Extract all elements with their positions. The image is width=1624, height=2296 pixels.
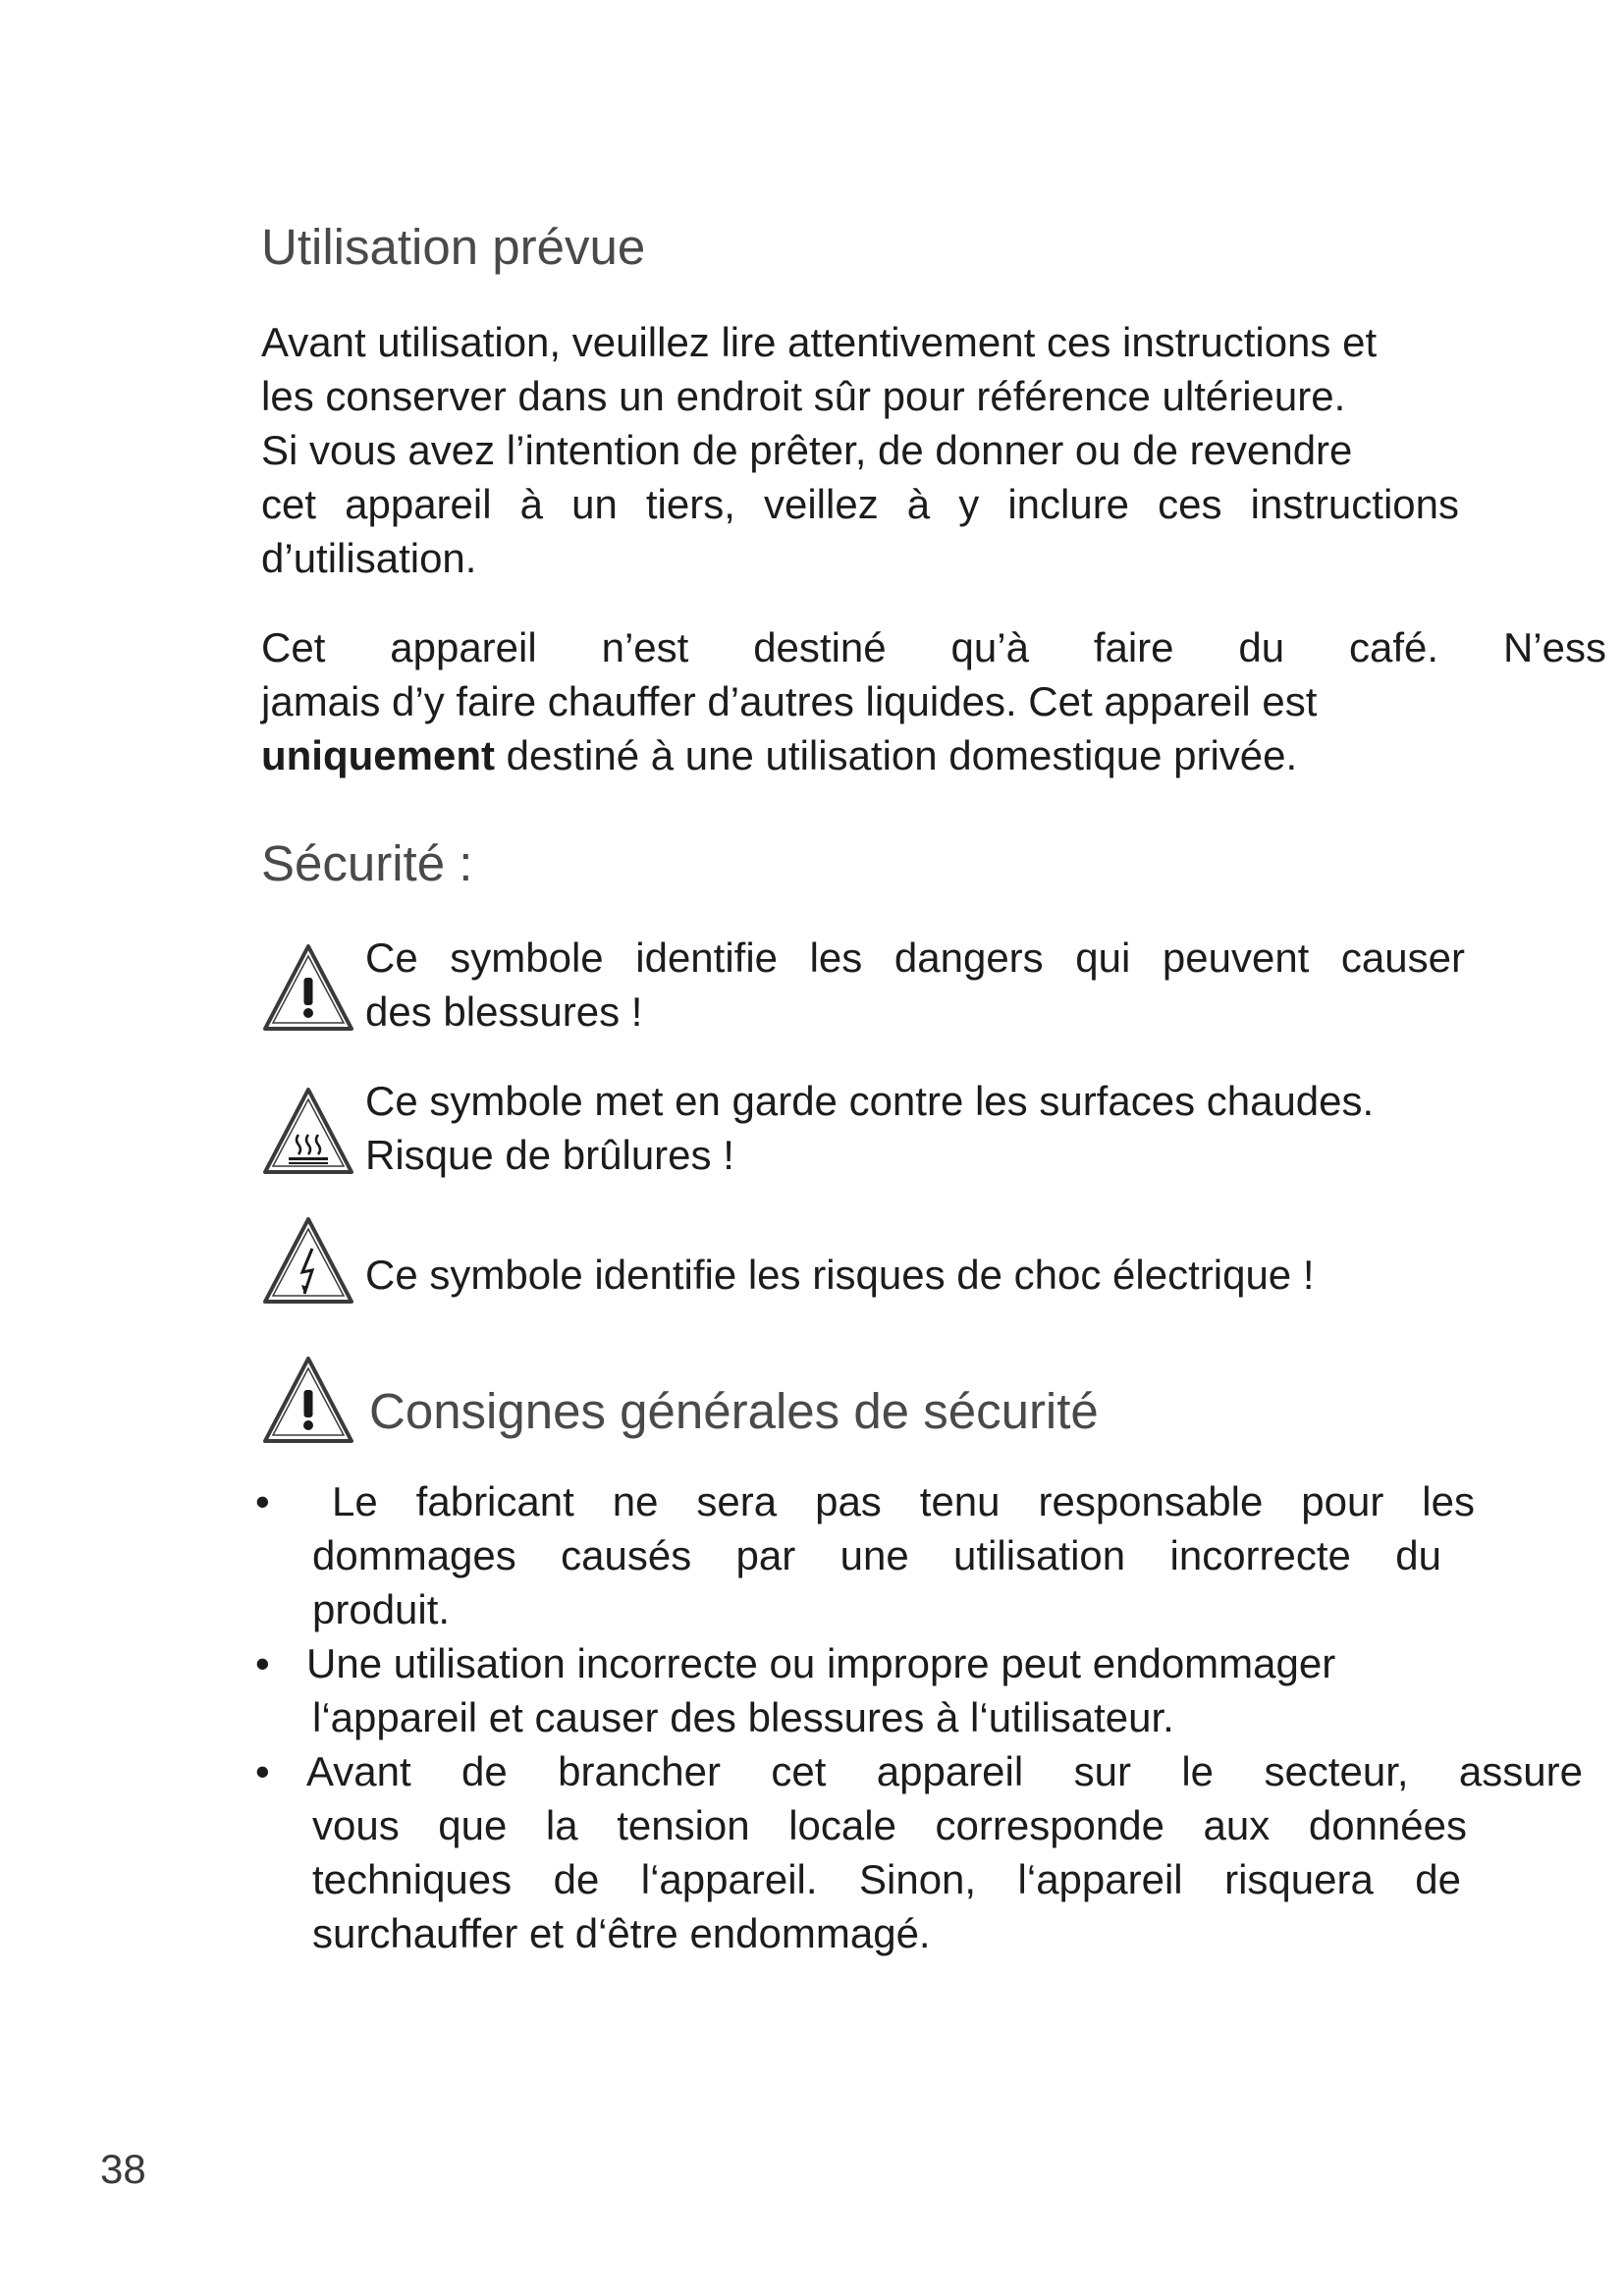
section-heading-general-safety: Consignes générales de sécurité: [369, 1383, 1099, 1439]
text-line: vous que la tension locale corresponde aux données: [312, 1802, 1467, 1848]
hot-surface-icon: [261, 1086, 355, 1178]
list-item: [247, 1474, 1475, 1636]
list-item: [247, 1636, 1475, 1744]
text-line: Le fabricant ne sera pas tenu responsable pour les: [332, 1478, 1475, 1524]
list-item: [247, 1744, 1583, 1960]
text-line: Ce symbole identifie les risques de choc électrique !: [365, 1252, 1315, 1298]
text-line: Si vous avez l’intention de prêter, de donner ou de revendre: [261, 427, 1353, 473]
emphasis-uniquement: uniquement: [261, 732, 495, 778]
symbol-description: [365, 1074, 1374, 1182]
symbol-description: [365, 1248, 1315, 1302]
text-line: cet appareil à un tiers, veillez à y inclure ces instructions: [261, 481, 1459, 527]
text-line: Ce symbole identifie les dangers qui peuvent causer: [365, 934, 1465, 981]
text-line: Avant de brancher cet appareil sur le secteur, assure: [306, 1748, 1583, 1794]
text-line: Risque de brûlures !: [365, 1132, 734, 1178]
section-heading-intended-use: Utilisation prévue: [261, 219, 646, 275]
text-line: Une utilisation incorrecte ou impropre peut endommager: [306, 1640, 1336, 1686]
text-line: les conserver dans un endroit sûr pour référence ultérieure.: [261, 373, 1346, 419]
text-line-with-emphasis: [261, 728, 1469, 782]
text-line: l‘appareil et causer des blessures à l‘utilisateur.: [312, 1694, 1174, 1740]
page-number: 38: [100, 2146, 146, 2192]
symbol-description: [365, 931, 1465, 1039]
intended-use-paragraph-2: [261, 620, 1606, 782]
section-heading-safety: Sécurité :: [261, 835, 473, 891]
text-fragment: destiné à une utilisation domestique privée.: [495, 732, 1298, 778]
text-line: produit.: [312, 1586, 451, 1632]
text-line: Ce symbole met en garde contre les surfaces chaudes.: [365, 1078, 1375, 1124]
intended-use-paragraph-1: [261, 315, 1469, 585]
text-line: d’utilisation.: [261, 535, 477, 581]
bullet-icon: •: [255, 1640, 270, 1686]
text-line: surchauffer et d‘être endommagé.: [312, 1910, 931, 1956]
text-line: des blessures !: [365, 988, 643, 1035]
text-line: Avant utilisation, veuillez lire attentivement ces instructions et: [261, 319, 1378, 365]
bullet-icon: •: [255, 1478, 270, 1524]
warning-exclamation-icon: [261, 942, 355, 1035]
electric-shock-icon: [261, 1215, 355, 1308]
text-line: Cet appareil n’est destiné qu’à faire du café. N’ess: [261, 624, 1606, 670]
text-line: jamais d’y faire chauffer d’autres liquides. Cet appareil est: [261, 678, 1318, 724]
bullet-icon: •: [255, 1748, 270, 1794]
safety-bullet-list: [247, 1474, 1583, 1960]
text-line: techniques de l‘appareil. Sinon, l‘appareil risquera de: [312, 1856, 1461, 1902]
warning-exclamation-icon: [261, 1355, 355, 1447]
text-line: dommages causés par une utilisation incorrecte du: [312, 1532, 1441, 1578]
